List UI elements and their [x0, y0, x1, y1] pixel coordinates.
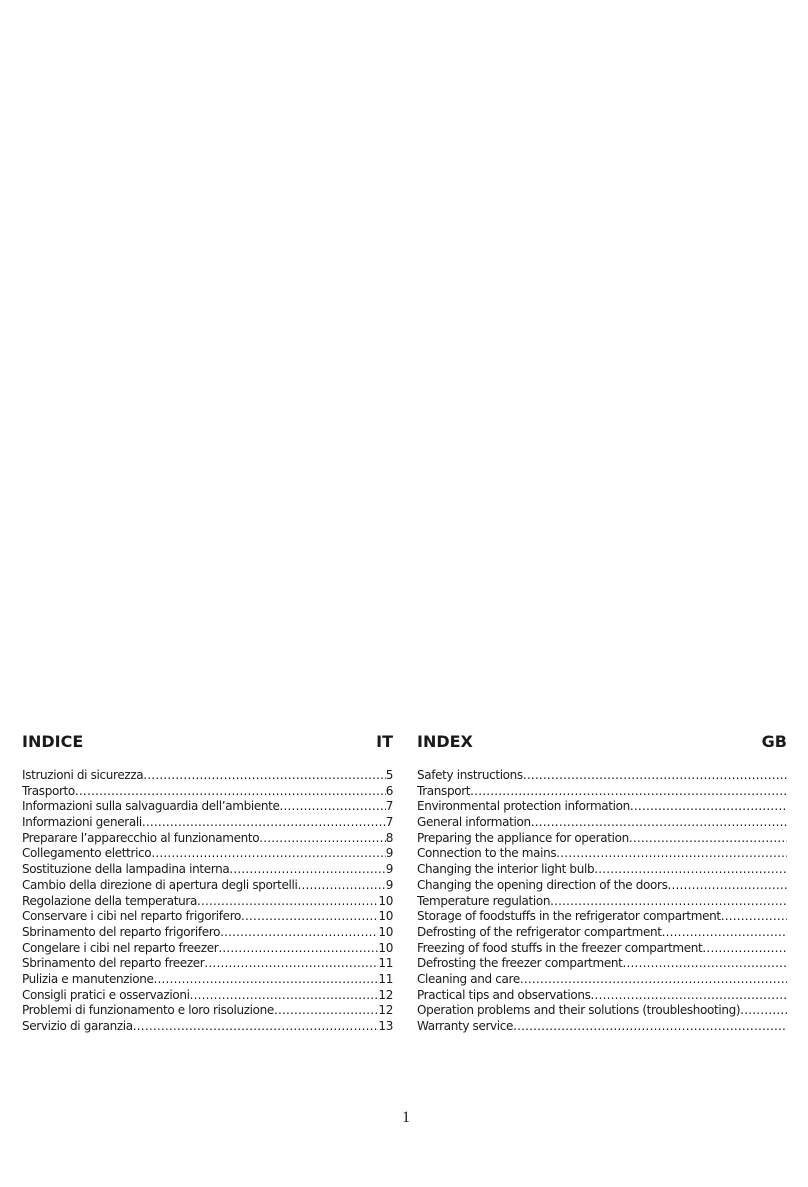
- toc-entry: [417, 988, 787, 1004]
- toc-entry: [22, 988, 393, 1004]
- toc-entry-title: Sbrinamento del reparto freezer: [22, 956, 205, 971]
- toc-entry-title: Informazioni generali: [22, 815, 142, 830]
- toc-entry: [22, 846, 393, 862]
- language-code: GB: [761, 732, 787, 751]
- toc-entry: [22, 1019, 393, 1035]
- dot-leader: [218, 941, 378, 957]
- dot-leader: [151, 846, 385, 862]
- toc-entry-title: Istruzioni di sicurezza: [22, 768, 144, 782]
- toc-entry-title: Servizio di garanzia: [22, 1019, 133, 1033]
- toc-entry: [417, 768, 787, 784]
- dot-leader: [133, 1019, 379, 1035]
- toc-entry-page: 9: [385, 862, 393, 877]
- toc-entry-title: Changing the opening direction of the doors: [417, 877, 668, 892]
- toc-entry: [22, 972, 393, 988]
- toc-list-italian: [22, 768, 393, 1035]
- toc-title: INDICE: [22, 732, 84, 751]
- dot-leader: [594, 862, 787, 878]
- toc-entry-page: 9: [385, 846, 393, 861]
- toc-entry-page: 13: [378, 1019, 393, 1033]
- language-code: IT: [376, 732, 393, 751]
- toc-entry-title: Defrosting the freezer compartment: [417, 956, 623, 971]
- toc-entry: [22, 941, 393, 957]
- toc-entry: [417, 909, 787, 925]
- toc-entry: [22, 909, 393, 925]
- toc-entry-title: Pulizia e manutenzione: [22, 971, 154, 986]
- toc-entry: [417, 941, 787, 957]
- toc-entry-title: Congelare i cibi nel reparto freezer: [22, 940, 219, 955]
- toc-entry: [22, 956, 393, 972]
- toc-entry-page: 12: [378, 987, 393, 1002]
- dot-leader: [197, 894, 378, 910]
- toc-entry-title: Sostituzione della lampadina interna: [22, 862, 230, 877]
- toc-entry-page: 11: [378, 956, 393, 971]
- toc-entry: [417, 784, 787, 800]
- toc-entry-title: Informazioni sulla salvaguardia dell’ambiente: [22, 799, 280, 814]
- toc-entry: [22, 831, 393, 847]
- dot-leader: [520, 972, 787, 988]
- toc-entry-title: Conservare i cibi nel reparto frigorifero: [22, 909, 242, 924]
- dot-leader: [241, 909, 378, 925]
- dot-leader: [668, 878, 788, 894]
- dot-leader: [556, 846, 787, 862]
- toc-column-italian: [22, 732, 393, 1035]
- toc-entry-title: Problemi di funzionamento e loro risoluzione: [22, 1003, 274, 1018]
- toc-entry-title: Operation problems and their solutions (troubleshooting): [417, 1003, 741, 1018]
- toc-entry: [22, 862, 393, 878]
- dot-leader: [75, 784, 386, 800]
- dot-leader: [591, 988, 787, 1004]
- dot-leader: [154, 972, 379, 988]
- toc-entry-page: 11: [378, 971, 393, 986]
- toc-entry: [417, 862, 787, 878]
- toc-entry: [22, 799, 393, 815]
- dot-leader: [297, 878, 385, 894]
- toc-entry-title: Warranty service: [417, 1019, 514, 1033]
- dot-leader: [220, 925, 378, 941]
- toc-entry: [22, 894, 393, 910]
- dot-leader: [721, 909, 787, 925]
- dot-leader: [280, 799, 386, 815]
- toc-entry-page: 8: [385, 830, 393, 845]
- toc-entry-title: General information: [417, 815, 531, 830]
- dot-leader: [550, 894, 787, 910]
- toc-entry: [22, 768, 393, 784]
- toc-entry-page: 10: [378, 940, 393, 955]
- toc-entry-title: Connection to the mains: [417, 846, 557, 861]
- toc-entry-page: 6: [385, 783, 393, 798]
- toc-entry-page: 9: [385, 877, 393, 892]
- toc-entry: [417, 846, 787, 862]
- dot-leader: [229, 862, 385, 878]
- toc-entry: [22, 784, 393, 800]
- toc-entry: [417, 1019, 787, 1035]
- toc-entry: [417, 815, 787, 831]
- toc-column-english: [417, 732, 787, 1035]
- toc-header-italian: [22, 732, 393, 754]
- toc-entry: [417, 799, 787, 815]
- dot-leader: [259, 831, 385, 847]
- toc-entry: [417, 956, 787, 972]
- dot-leader: [662, 925, 787, 941]
- toc-entry-title: Temperature regulation: [417, 893, 551, 908]
- dot-leader: [531, 815, 787, 831]
- toc-entry-title: Collegamento elettrico: [22, 846, 152, 861]
- toc-entry: [417, 972, 787, 988]
- toc-entry: [417, 878, 787, 894]
- toc-entry-page: 12: [378, 1003, 393, 1018]
- toc-entry: [417, 894, 787, 910]
- dot-leader: [523, 768, 787, 784]
- dot-leader: [190, 988, 379, 1004]
- toc-entry-title: Defrosting of the refrigerator compartment: [417, 924, 662, 939]
- toc-entry: [417, 1003, 787, 1019]
- toc-entry-title: Safety instructions: [417, 768, 523, 782]
- toc-entry-title: Trasporto: [22, 783, 75, 798]
- toc-entry-page: 10: [378, 909, 393, 924]
- dot-leader: [142, 815, 386, 831]
- toc-entry-title: Preparing the appliance for operation: [417, 830, 629, 845]
- toc-entry-page: 7: [385, 815, 393, 830]
- dot-leader: [513, 1019, 787, 1035]
- toc-entry: [22, 925, 393, 941]
- toc-entry-title: Cambio della direzione di apertura degli sportelli: [22, 877, 298, 892]
- toc-entry: [22, 878, 393, 894]
- dot-leader: [143, 768, 385, 784]
- dot-leader: [274, 1003, 378, 1019]
- dot-leader: [630, 799, 787, 815]
- toc-entry-title: Practical tips and observations: [417, 987, 591, 1002]
- dot-leader: [470, 784, 787, 800]
- toc-entry-page: 7: [385, 799, 393, 814]
- page-number: 1: [402, 1109, 410, 1126]
- toc-entry-title: Storage of foodstuffs in the refrigerator compartment: [417, 909, 721, 924]
- toc-entry: [22, 815, 393, 831]
- toc-entry-title: Freezing of food stuffs in the freezer compartment: [417, 940, 703, 955]
- toc-entry-title: Preparare l’apparecchio al funzionamento: [22, 830, 260, 845]
- toc-entry-page: 10: [378, 893, 393, 908]
- dot-leader: [740, 1003, 787, 1019]
- toc-entry-title: Transport: [417, 783, 471, 798]
- toc-entry-page: 10: [378, 924, 393, 939]
- dot-leader: [623, 956, 787, 972]
- dot-leader: [702, 941, 787, 957]
- toc-list-english: [417, 768, 787, 1035]
- toc-entry: [22, 1003, 393, 1019]
- toc-entry: [417, 831, 787, 847]
- toc-entry-page: 5: [385, 768, 393, 782]
- dot-leader: [629, 831, 787, 847]
- toc-entry-title: Environmental protection information: [417, 799, 630, 814]
- toc-entry-title: Sbrinamento del reparto frigorifero: [22, 924, 221, 939]
- toc-entry-title: Cleaning and care: [417, 971, 520, 986]
- toc-entry-title: Regolazione della temperatura: [22, 893, 197, 908]
- toc-title: INDEX: [417, 732, 473, 751]
- dot-leader: [204, 956, 378, 972]
- toc-entry-title: Consigli pratici e osservazioni: [22, 987, 190, 1002]
- toc-entry: [417, 925, 787, 941]
- toc-entry-title: Changing the interior light bulb: [417, 862, 595, 877]
- toc-header-english: [417, 732, 787, 754]
